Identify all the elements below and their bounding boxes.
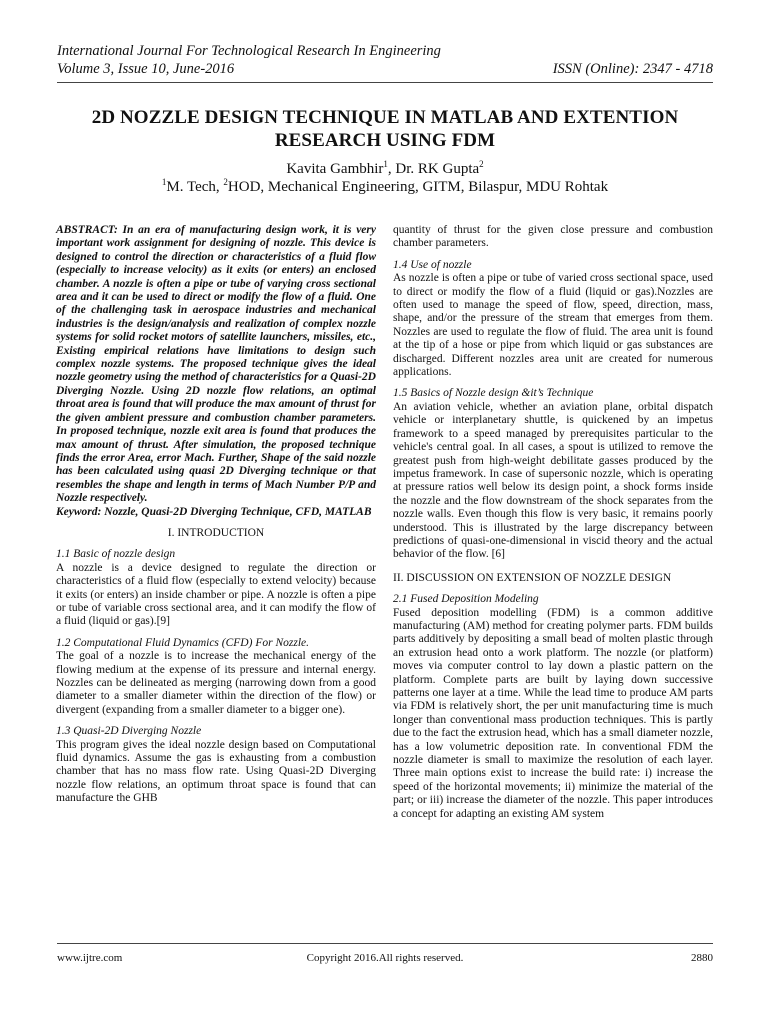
- keywords: Keyword: Nozzle, Quasi-2D Diverging Technique, CFD, MATLAB: [56, 505, 372, 518]
- paragraph-1-4: As nozzle is often a pipe or tube of varied cross sectional space, used to direct or modify the flow of a fluid (liquid or gas).Nozzles are often used to manage the speed of flow, speed, direction, mass, shape, and/or the pressure of the stream that emerges from them. Nozzles are used to regulate the flow of fluid. The area unit is found at the tip of a hose or pipe from which liquid or gas substances are discharged. Different nozzles area unit are created for numerous applications.: [393, 272, 713, 379]
- author-1-sup: 1: [383, 159, 388, 169]
- author-1: Kavita Gambhir: [286, 161, 384, 177]
- left-column: [56, 224, 376, 806]
- title-line-1: 2D NOZZLE DESIGN TECHNIQUE IN MATLAB AND EXTENTION: [91, 107, 679, 128]
- footer-copyright: Copyright 2016.All rights reserved.: [306, 952, 464, 964]
- paragraph-1-5: An aviation vehicle, whether an aviation plane, orbital dispatch vehicle or interplanetary shuttle, is quickened by an impetus framework to a speed managed by prerequisites particular to the vehicle's central goal. In all cases, a spout is utilized to remove the greatest push from high-weight debilitate gasses produced by the impetus framework. In case of supersonic nozzle, which is operating at pressure ratios well below its design point, a shock forms inside the nozzle and the flow downstream of the shock separates from the nozzle walls. Even though this flow is very basic, it remains poorly understood. This is illustrated by the large discrepancy between predictions of quasi-one-dimensional in viscid theory and the actual behavior of the flow. [6]: [393, 400, 713, 561]
- journal-volume: Volume 3, Issue 10, June-2016: [57, 61, 235, 77]
- affil-text-1: M. Tech,: [166, 179, 224, 195]
- abstract: ABSTRACT: In an era of manufacturing design work, it is very important work assignment for designing of nozzle. This device is designed to control the direction or characteristics of a fluid flow (especially to increase velocity) as it exits (or enters) an enclosed chamber. A nozzle is often a pipe or tube of varying cross sectional area and it can be used to direct or modify the flow of a fluid. One of the challenging task in aerospace industries and mechanical industries is the design/analysis and realization of complex nozzle systems for solid rocket motors of satellite launchers, missiles, etc., Existing empirical relations have limitations to design such complex nozzle systems. The proposed technique gives the ideal nozzle geometry using the method of characteristics for a Quasi-2D Diverging Nozzle. Using 2D nozzle flow relations, an optimal throat area is found that will produce the max amount of thrust for the given ambient pressure and combustion chamber parameters. In proposed technique, nozzle exit area is found that produces the max amount of thrust. After simulation, the proposed technique finds the error Area, error Mach. Further, Shape of the said nozzle has been calculated using quasi 2D Diverging technique or that resembles the shape and length in terms of Mach Number P/P and Nozzle respectively.: [56, 224, 376, 505]
- paper-title: [57, 106, 713, 152]
- page-number: 2880: [691, 952, 713, 964]
- footer-url[interactable]: www.ijtre.com: [57, 952, 123, 964]
- paragraph-continued: quantity of thrust for the given close pressure and combustion chamber parameters.: [393, 224, 713, 250]
- page-footer: [57, 952, 713, 964]
- subsection-heading-2-1: 2.1 Fused Deposition Modeling: [393, 593, 539, 606]
- right-column: [393, 224, 713, 821]
- footer-rule: [57, 943, 713, 944]
- paragraph-2-1: Fused deposition modelling (FDM) is a common additive manufacturing (AM) method for creating polymer parts. FDM builds parts additively by depositing a small bead of molten plastic through an extrusion head onto a work platform. The nozzle (or platform) moves via computer control to lay down a plastic pattern on the platform. Complete parts are built by laying down successive patterns one layer at a time. While the lead time to produce AM parts via FDM is relatively short, the per unit manufacturing time is much longer than conventional mass production techniques. This is partly due to the fact the extrusion head, which has a small diameter nozzle, has a low volumetric deposition rate. In conventional FDM the nozzle diameter is small to maximize the resolution of each layer. Three main options exist to increase the build rate: i) increase the speed of the horizontal movements; ii) minimize the material of the part; or iii) increase the diameter of the nozzle. This paper introduces a concept for adapting an existing AM system: [393, 606, 713, 820]
- title-line-2: RESEARCH USING FDM: [274, 130, 496, 151]
- header-rule: [57, 82, 713, 83]
- section-heading-introduction: I. INTRODUCTION: [167, 526, 265, 539]
- affil-sup-2: 2: [223, 177, 228, 187]
- paragraph-1-1: A nozzle is a device designed to regulate the direction or characteristics of a fluid flow (especially to extend velocity) because it exits (or enters) an inside chamber or pipe. A nozzle is often a pipe or tube of variable cross sectional area, and it can modify the flow of a fluid (liquid or gas).[9]: [56, 561, 376, 628]
- section-heading-discussion: II. DISCUSSION ON EXTENSION OF NOZZLE DESIGN: [393, 571, 672, 584]
- affil-sup-1: 1: [161, 177, 167, 187]
- subsection-heading-1-4: 1.4 Use of nozzle: [393, 258, 472, 271]
- subsection-heading-1-5: 1.5 Basics of Nozzle design &it’s Technique: [393, 387, 594, 400]
- subsection-heading-1-3: 1.3 Quasi-2D Diverging Nozzle: [56, 725, 202, 738]
- author-2: , Dr. RK Gupta: [387, 161, 480, 177]
- author-line: [57, 160, 713, 178]
- affil-text-2: HOD, Mechanical Engineering, GITM, Bilaspur, MDU Rohtak: [227, 179, 609, 195]
- journal-header: [57, 42, 713, 78]
- paragraph-1-2: The goal of a nozzle is to increase the mechanical energy of the flowing medium at the expense of its pressure and internal energy. Nozzles can be delineated as merging (narrowing down from a good diameter to a smaller diameter within the direction of the flow) or divergent (expanding from a smaller diameter to a bigger one).: [56, 650, 376, 716]
- affiliation-line: [57, 178, 713, 196]
- subsection-heading-1-2: 1.2 Computational Fluid Dynamics (CFD) For Nozzle.: [56, 636, 309, 649]
- journal-issn: ISSN (Online): 2347 - 4718: [552, 61, 713, 77]
- author-2-sup: 2: [479, 159, 484, 169]
- paragraph-1-3: This program gives the ideal nozzle design based on Computational fluid dynamics. Assume the gas is exhausting from a combustion chamber that has no mass flow rate. Using Quasi-2D Diverging nozzle flow relations, an optimum throat space is found that can manufacture the GHB: [56, 738, 376, 805]
- journal-name: International Journal For Technological Research In Engineering: [57, 43, 441, 59]
- subsection-heading-1-1: 1.1 Basic of nozzle design: [56, 548, 176, 561]
